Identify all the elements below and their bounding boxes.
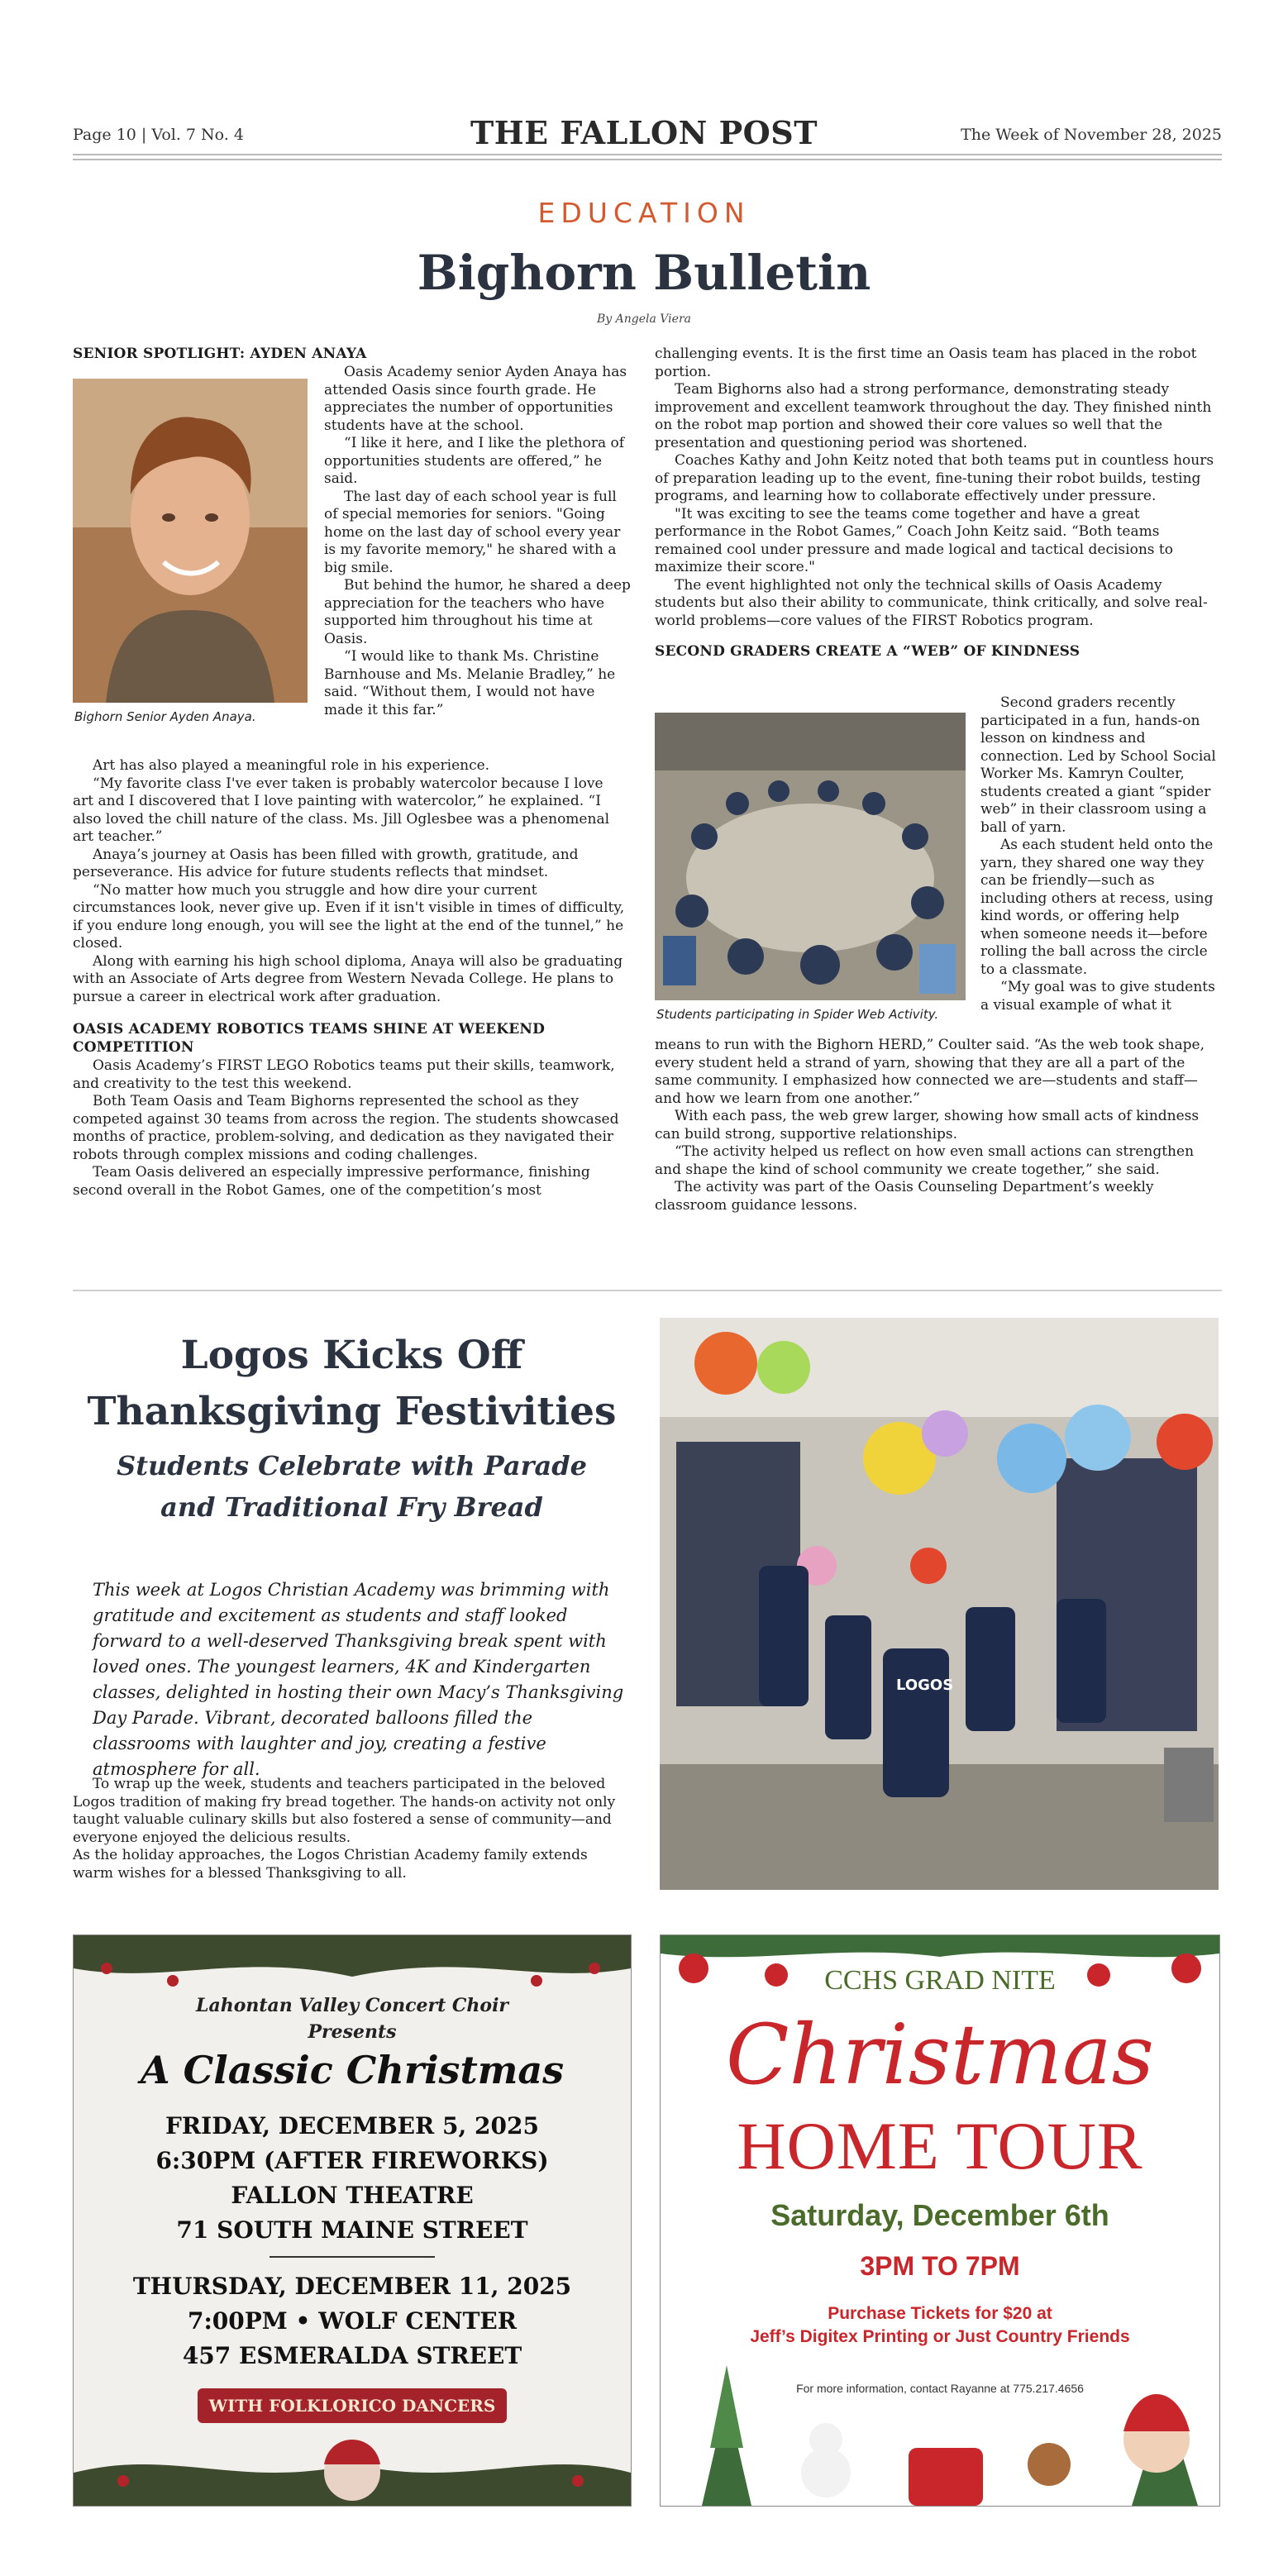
byline: By Angela Viera bbox=[597, 312, 691, 326]
choir-presenter: Lahontan Valley Concert Choir bbox=[195, 1995, 509, 2016]
tour-org: CCHS GRAD NITE bbox=[824, 1965, 1056, 1996]
choir-title: A Classic Christmas bbox=[140, 2048, 565, 2092]
tour-contact: For more information, contact Rayanne at 775.217.4656 bbox=[796, 2382, 1084, 2395]
masthead: THE FALLON POST bbox=[470, 114, 818, 151]
paragraph: Art has also played a meaningful role in his experience. bbox=[93, 757, 490, 774]
choir-ad bbox=[73, 1934, 632, 2507]
logos-subhead-line: Students Celebrate with Parade bbox=[117, 1450, 587, 1481]
tour-tickets-1: Purchase Tickets for $20 at bbox=[828, 2304, 1052, 2323]
logos-body bbox=[73, 1776, 627, 1882]
header-rule-2 bbox=[73, 159, 1222, 160]
tour-time: 3PM TO 7PM bbox=[860, 2251, 1020, 2281]
page-info: Page 10 | Vol. 7 No. 4 bbox=[73, 126, 244, 144]
logos-headline bbox=[73, 1328, 631, 1440]
paragraph: Coaches Kathy and John Keitz noted that both teams put in countless hours of preparation leading up to the event, fine-tuning their robot builds, testing programs, and learning how to collaborate effectively under pressure. bbox=[655, 452, 1214, 504]
paragraph: As the holiday approaches, the Logos Christian Academy family extends warm wishes for a blessed Thanksgiving to all. bbox=[73, 1847, 588, 1882]
paragraph: “The activity helped us reflect on how even small actions can strengthen and shape the kind of school community we create together,” she said. bbox=[655, 1143, 1195, 1178]
robotics-heading: OASIS ACADEMY ROBOTICS TEAMS SHINE AT WEEKEND COMPETITION bbox=[73, 1021, 546, 1056]
section-label: EDUCATION bbox=[537, 197, 751, 229]
tour-title: HOME TOUR bbox=[737, 2108, 1143, 2183]
parade-image bbox=[660, 1318, 1219, 1890]
kindness-photo bbox=[655, 713, 966, 1000]
kindness-wrap-text bbox=[980, 694, 1220, 1014]
portrait-image bbox=[73, 379, 308, 703]
issue-date: The Week of November 28, 2025 bbox=[961, 126, 1222, 144]
paragraph: Oasis Academy senior Ayden Anaya has attended Oasis since fourth grade. He appreciates the number of opportunities students have at the school. bbox=[324, 364, 627, 434]
paragraph: Team Oasis delivered an especially impressive performance, finishing second overall in the Robot Games, one of the competition’s most bbox=[73, 1164, 590, 1199]
senior-heading: SENIOR SPOTLIGHT: AYDEN ANAYA bbox=[73, 346, 367, 362]
paragraph: “I would like to thank Ms. Christine Barnhouse and Ms. Melanie Bradley,” he said. “Without them, I would not have made it this far.” bbox=[324, 648, 616, 718]
ornament-divider bbox=[270, 2256, 435, 2258]
choir-venue-1: FALLON THEATRE bbox=[231, 2182, 474, 2209]
paragraph: “My favorite class I've ever taken is probably watercolor because I love art and I discovered that I love painting with watercolor,” he explained. “I also loved the chill nature of the class. Ms. Jill Oglesbee was a phenomenal art teacher.” bbox=[73, 775, 610, 845]
paragraph: “No matter how much you struggle and how dire your current circumstances look, never give up. Even if it isn't visible in times of difficulty, if you endure long enough, you will see the light at the end of the tunnel,” he closed. bbox=[73, 881, 625, 952]
folklorico-banner bbox=[198, 2388, 507, 2423]
logos-headline-line: Logos Kicks Off bbox=[180, 1333, 523, 1378]
classroom-image bbox=[655, 713, 966, 1000]
logos-subhead bbox=[73, 1445, 631, 1528]
tour-script-title: Christmas bbox=[726, 2006, 1154, 2103]
paragraph: As each student held onto the yarn, they shared one way they can be friendly—such as including others at recess, using kind words, or offering help when someone needs it—before rolling the ball across the circle to a classmate. bbox=[980, 837, 1214, 978]
paragraph: The last day of each school year is full of special memories for seniors. "Going home on the last day of school every year is my favorite memory," he shared with a big smile. bbox=[324, 488, 621, 576]
senior-photo bbox=[73, 379, 308, 703]
folklorico-banner-text: WITH FOLKLORICO DANCERS bbox=[208, 2396, 496, 2416]
choir-time-2: 7:00PM • WOLF CENTER bbox=[187, 2307, 518, 2335]
senior-wrap-text bbox=[324, 364, 632, 719]
article-title: Bighorn Bulletin bbox=[417, 245, 871, 301]
paragraph: “My goal was to give students a visual example of what it bbox=[980, 979, 1215, 1014]
paragraph: Team Bighorns also had a strong performance, demonstrating steady improvement and excellent teamwork throughout the day. They finished ninth on the robot map portion and showed their core values so well that the presentation and questioning period was shortened. bbox=[655, 381, 1212, 451]
home-tour-ad bbox=[660, 1934, 1220, 2507]
paragraph: “I like it here, and I like the plethora of opportunities students are offered,” he said. bbox=[324, 435, 625, 487]
paragraph: Oasis Academy’s FIRST LEGO Robotics teams put their skills, teamwork, and creativity to the test this weekend. bbox=[73, 1057, 615, 1092]
logos-subhead-line: and Traditional Fry Bread bbox=[160, 1491, 543, 1523]
senior-full-text bbox=[73, 757, 628, 1200]
paragraph: Both Team Oasis and Team Bighorns represented the school as they competed against 30 teams from across the region. The students showcased months of practice, problem-solving, and dedication as they navigated their robots through complex missions and coding challenges. bbox=[73, 1093, 619, 1163]
logos-lead: This week at Logos Christian Academy was brimming with gratitude and excitement as students and staff looked forward to a well-deserved Thanksgiving break spent with loved ones. The youngest learners, 4K and Kindergarten classes, delighted in hosting their own Macy’s Thanksgiving Day Parade. Vibrant, decorated balloons filled the classrooms with laughter and joy, creating a festive atmosphere for all. bbox=[93, 1580, 624, 1779]
paragraph: The activity was part of the Oasis Counseling Department’s weekly classroom guidance lessons. bbox=[655, 1179, 1154, 1214]
logos-headline-line: Thanksgiving Festivities bbox=[87, 1389, 617, 1434]
paragraph: challenging events. It is the first time an Oasis team has placed in the robot portion. bbox=[655, 346, 1197, 380]
kindness-heading: SECOND GRADERS CREATE A “WEB” OF KINDNESS bbox=[655, 643, 1080, 660]
paragraph: With each pass, the web grew larger, showing how small acts of kindness can build strong, supportive relationships. bbox=[655, 1108, 1200, 1143]
tour-tickets-2: Jeff’s Digitex Printing or Just Country Friends bbox=[750, 2327, 1130, 2346]
tour-date: Saturday, December 6th bbox=[770, 2198, 1109, 2232]
senior-photo-caption: Bighorn Senior Ayden Anaya. bbox=[74, 709, 256, 724]
paragraph: means to run with the Bighorn HERD,” Coulter said. “As the web took shape, every student held a strand of yarn, showing that they are all a part of the same community. I emphasized how connected we are—students and staff—and how we learn from one another.” bbox=[655, 1037, 1205, 1107]
choir-date-2: THURSDAY, DECEMBER 11, 2025 bbox=[132, 2273, 572, 2300]
paragraph: But behind the humor, he shared a deep appreciation for the teachers who have supported him throughout his time at Oasis. bbox=[324, 577, 631, 647]
shirt-logo-text: LOGOS bbox=[896, 1677, 954, 1694]
paragraph: Along with earning his high school diploma, Anaya will also be graduating with an Associate of Arts degree from Western Nevada College. He plans to pursue a career in electrical work after graduation. bbox=[73, 952, 623, 1005]
choir-date-1: FRIDAY, DECEMBER 5, 2025 bbox=[165, 2112, 539, 2140]
kindness-full-text bbox=[655, 1037, 1217, 1214]
choir-address-2: 457 ESMERALDA STREET bbox=[182, 2342, 522, 2369]
paragraph: To wrap up the week, students and teachers participated in the beloved Logos tradition of making fry bread together. The hands-on activity not only taught valuable culinary skills but also fostered a sense of community—and everyone enjoyed the delicious results. bbox=[73, 1776, 616, 1846]
paragraph: Second graders recently participated in a fun, hands-on lesson on kindness and connection. Led by School Social Worker Ms. Kamryn Coulter, students created a giant “spider web” in their classroom using a ball of yarn. bbox=[980, 694, 1216, 836]
paragraph: "It was exciting to see the teams come together and have a great performance in the Robot Games,” Coach John Keitz said. “Both teams remained cool under pressure and made logical and tactical decisions to maximize their score." bbox=[655, 505, 1173, 575]
choir-presents: Presents bbox=[308, 2021, 397, 2043]
choir-address-1: 71 SOUTH MAINE STREET bbox=[176, 2216, 528, 2244]
right-column-top bbox=[655, 346, 1217, 662]
header-rule bbox=[73, 154, 1222, 155]
section-divider bbox=[73, 1290, 1222, 1291]
paragraph: The event highlighted not only the technical skills of Oasis Academy students but also their ability to communicate, think critically, and solve real-world problems—core values of the FIRST Robotics program. bbox=[655, 576, 1208, 629]
choir-time-1: 6:30PM (AFTER FIREWORKS) bbox=[155, 2147, 549, 2174]
parade-photo bbox=[660, 1318, 1219, 1890]
paragraph: Anaya’s journey at Oasis has been filled with growth, gratitude, and perseverance. His advice for future students reflects that mindset. bbox=[73, 846, 579, 880]
kindness-photo-caption: Students participating in Spider Web Activity. bbox=[656, 1007, 939, 1022]
senior-heading-block bbox=[73, 346, 628, 365]
